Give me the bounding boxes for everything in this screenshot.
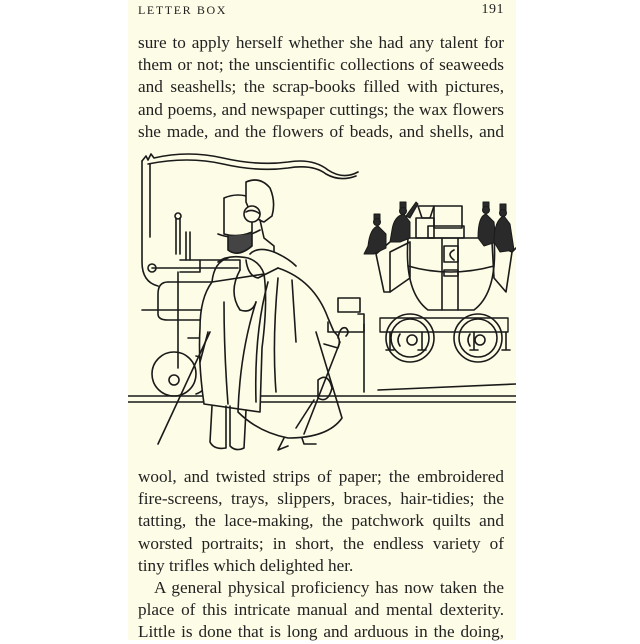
umbrella-icon [296,328,348,434]
text-line: tatting, the lace-making, the patchwork quilts and [138,511,504,531]
text-line: them or not; the unscientific collections of seaweeds [138,55,504,75]
text-line: she made, and the flowers of beads, and shells, and [138,121,504,141]
tender-icon [328,298,364,392]
illustration-couple-watching-train [128,142,516,462]
text-line: sure to apply herself whether she had any talent for [138,33,504,52]
text-line: and poems, and newspaper cuttings; the wax flowers [138,99,504,119]
body-text-bottom [138,466,504,644]
chapter-title: LETTER BOX [138,3,227,17]
text-line: Little is done that is long and arduous in the doing, [138,622,504,642]
running-head [138,3,504,21]
text-line: wool, and twisted strips of paper; the embroidered [138,467,504,486]
text-line-paragraph-start: A general physical proficiency has now taken the [154,577,504,597]
page-number: 191 [481,2,504,17]
body-text-top [138,32,504,143]
text-line: worsted portraits; in short, the endless variety of [138,533,504,553]
text-line: fire-screens, trays, slippers, braces, hair-tidies; the [138,489,504,509]
text-line-paragraph-end: tiny trifles which delighted her. [138,555,354,575]
book-page [128,0,516,640]
text-line: place of this intricate manual and mental dexterity. [138,600,504,620]
text-line: and seashells; the scrap-books filled with pictures, [138,77,504,97]
